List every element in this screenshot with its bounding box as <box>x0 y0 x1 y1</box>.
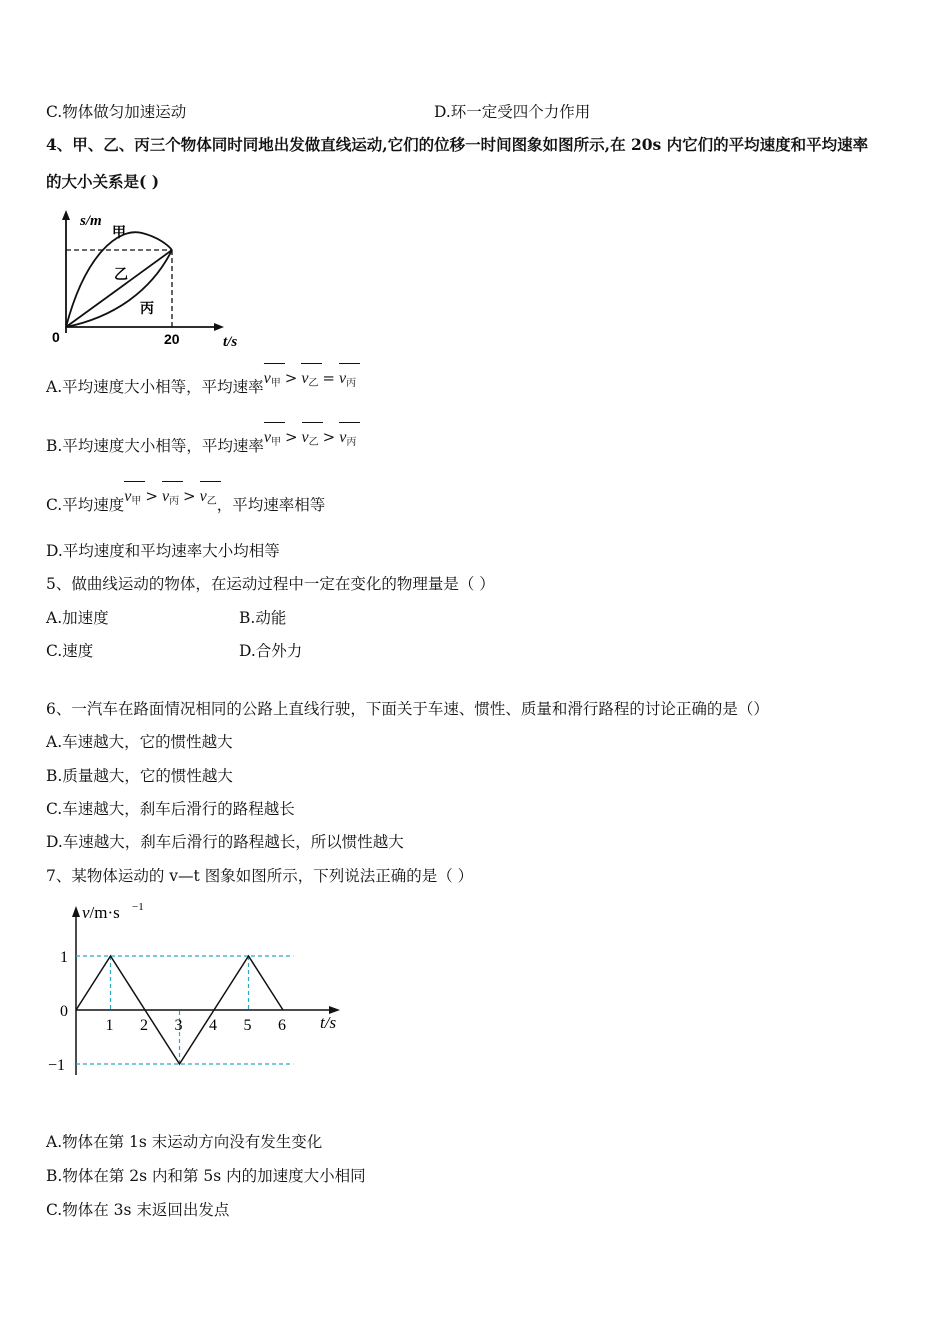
q3-option-c: C.物体做匀加速运动 <box>46 103 187 121</box>
q6-question: 6、一汽车在路面情况相同的公路上直线行驶，下面关于车速、惯性、质量和滑行路程的讨论正确的是（） <box>46 700 769 718</box>
st-y-label: s/m <box>80 213 102 229</box>
vbar-bing: $v_丙$ <box>339 369 356 394</box>
q5-option-a: A.加速度 <box>46 609 109 627</box>
q7-option-c: C.物体在 3s 末返回出发点 <box>46 1201 230 1219</box>
vbar-yi: $v_乙$ <box>301 369 318 394</box>
st-x-tick-20: 20 <box>164 331 180 347</box>
q4-option-a-math: $v_甲 > v_乙 = v_丙$ <box>264 368 356 394</box>
vbar-jia: $v_甲$ <box>124 487 141 512</box>
q5-option-b: B.动能 <box>239 609 287 627</box>
vbar-jia: $v_甲$ <box>264 428 281 453</box>
st-x-label: t/s <box>223 334 238 350</box>
st-label-bing: 丙 <box>140 301 154 317</box>
vt-y-tick-1: 1 <box>60 949 68 966</box>
vbar-yi: $v_乙$ <box>200 487 217 512</box>
vt-x-tick-6: 6 <box>278 1017 286 1034</box>
vbar-jia: $v_甲$ <box>264 369 281 394</box>
q4-option-a-text: A.平均速度大小相等，平均速率 <box>46 378 264 396</box>
q7-option-a: A.物体在第 1s 末运动方向没有发生变化 <box>46 1133 323 1151</box>
st-x-arrow <box>214 323 224 331</box>
q4-option-b-math: $v_甲 > v_乙 > v_丙$ <box>264 427 356 453</box>
st-graph <box>40 205 240 350</box>
vt-y-label: v/m·s <box>82 903 120 922</box>
vt-x-tick-labels <box>106 1017 287 1034</box>
q4-question-line2: 的大小关系是( ) <box>46 172 160 191</box>
q5-option-d: D.合外力 <box>239 642 303 660</box>
q4-option-a <box>46 369 357 403</box>
st-origin: 0 <box>52 329 60 345</box>
vt-x-tick-4: 4 <box>209 1017 217 1034</box>
q4-option-c-text2: ，平均速率相等 <box>216 496 326 514</box>
vt-origin: 0 <box>60 1003 68 1020</box>
vt-x-label: t/s <box>320 1013 337 1032</box>
q4-option-c <box>46 487 326 521</box>
q4-option-c-text1: C.平均速度 <box>46 496 125 514</box>
q4-option-d: D.平均速度和平均速率大小均相等 <box>46 542 280 560</box>
q6-option-c: C.车速越大，刹车后滑行的路程越长 <box>46 800 295 818</box>
vt-x-tick-3: 3 <box>174 1017 183 1034</box>
q5-question: 5、做曲线运动的物体，在运动过程中一定在变化的物理量是（ ） <box>46 575 495 593</box>
st-line-yi <box>66 250 172 327</box>
vt-graph <box>40 895 360 1090</box>
q4-option-b <box>46 428 357 462</box>
vbar-bing: $v_丙$ <box>162 487 179 512</box>
vt-x-tick-5: 5 <box>243 1017 252 1034</box>
vt-x-tick-1: 1 <box>105 1017 114 1034</box>
q7-question: 7、某物体运动的 v—t 图象如图所示，下列说法正确的是（ ） <box>46 867 474 885</box>
st-y-arrow <box>62 210 70 220</box>
q7-option-b: B.物体在第 2s 内和第 5s 内的加速度大小相同 <box>46 1167 366 1185</box>
st-label-jia: 甲 <box>112 225 126 241</box>
q5-option-c: C.速度 <box>46 642 94 660</box>
vbar-yi: $v_乙$ <box>302 428 319 453</box>
q6-option-a: A.车速越大，它的惯性越大 <box>46 733 233 751</box>
st-label-yi: 乙 <box>114 267 128 283</box>
q4-option-c-math: $v_甲 > v_丙 > v_乙$ <box>124 486 216 512</box>
q3-option-d: D.环一定受四个力作用 <box>434 103 591 121</box>
vt-y-tick-neg1: −1 <box>48 1057 66 1074</box>
q6-option-b: B.质量越大，它的惯性越大 <box>46 767 233 785</box>
q4-option-b-text: B.平均速度大小相等，平均速率 <box>46 437 264 455</box>
vt-y-arrow <box>72 906 80 917</box>
vt-x-tick-2: 2 <box>140 1017 148 1034</box>
vt-y-label-exponent: −1 <box>132 901 144 913</box>
q6-option-d: D.车速越大，刹车后滑行的路程越长，所以惯性越大 <box>46 833 404 851</box>
q4-question-line1: 4、甲、乙、丙三个物体同时同地出发做直线运动,它们的位移一时间图象如图所示,在 20s 内它们的平均速度和平均速率 <box>46 135 869 154</box>
vbar-bing: $v_丙$ <box>339 428 356 453</box>
